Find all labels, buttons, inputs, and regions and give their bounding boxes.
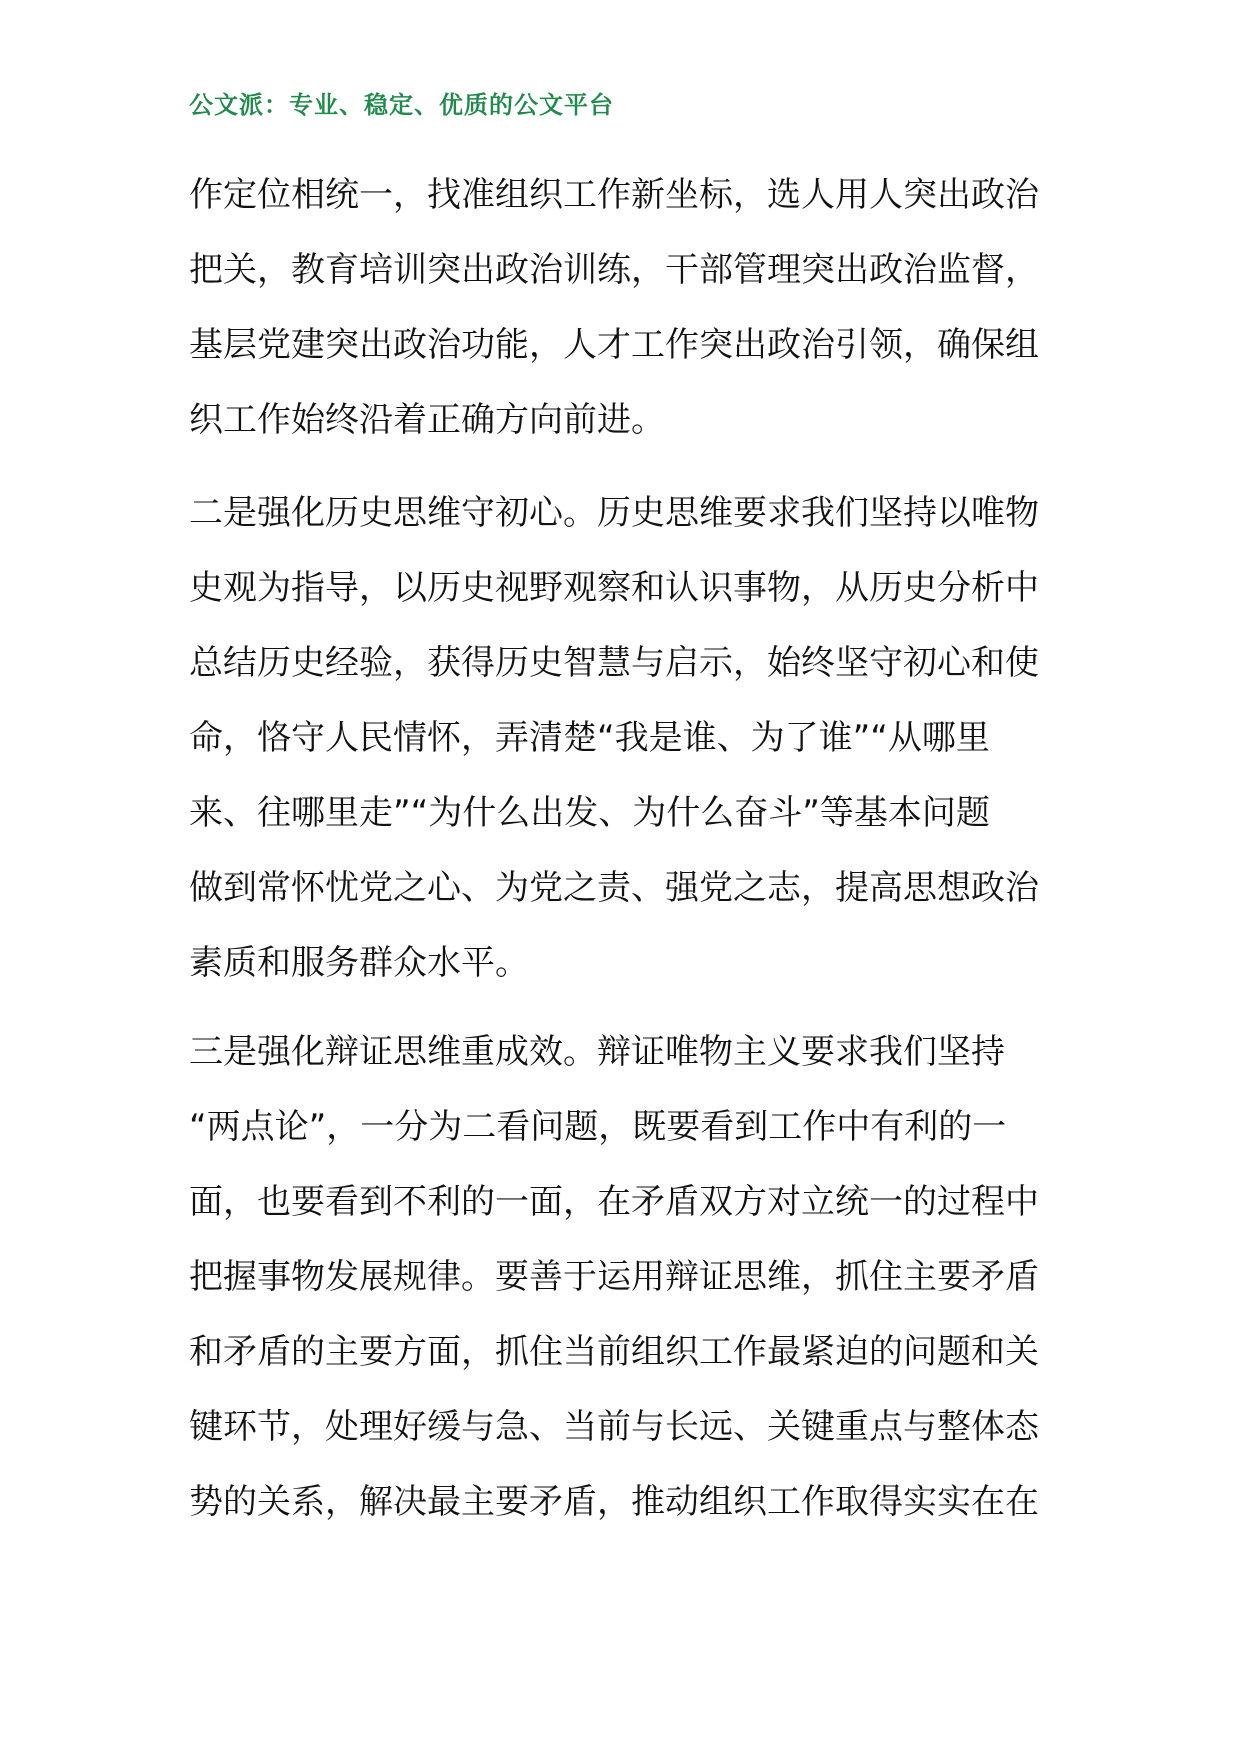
paragraph-line: 史观为指导，以历史视野观察和认识事物，从历史分析中 <box>189 568 1039 608</box>
paragraph-line: 二是强化历史思维守初心。历史思维要求我们坚持以唯物 <box>189 493 1039 533</box>
paragraph-line: 来、往哪里走”“为什么出发、为什么奋斗”等基本问题 <box>189 793 990 833</box>
paragraph-3 <box>189 1015 1059 1540</box>
paragraph-line: 织工作始终沿着正确方向前进。 <box>189 400 665 440</box>
paragraph-line: 把握事物发展规律。要善于运用辩证思维，抓住主要矛盾 <box>189 1257 1039 1297</box>
paragraph-line: 和矛盾的主要方面，抓住当前组织工作最紧迫的问题和关 <box>189 1332 1039 1372</box>
paragraph-1 <box>189 158 1059 458</box>
paragraph-line: 把关，教育培训突出政治训练，干部管理突出政治监督， <box>189 250 1039 290</box>
paragraph-line: “两点论”，一分为二看问题，既要看到工作中有利的一 <box>189 1107 1007 1147</box>
paragraph-2 <box>189 476 1059 1001</box>
paragraph-line: 基层党建突出政治功能，人才工作突出政治引领，确保组 <box>189 325 1039 365</box>
site-header: 公文派：专业、稳定、优质的公文平台 <box>189 91 614 119</box>
paragraph-line: 键环节，处理好缓与急、当前与长远、关键重点与整体态 <box>189 1407 1039 1447</box>
paragraph-line: 素质和服务群众水平。 <box>189 943 529 983</box>
paragraph-line: 三是强化辩证思维重成效。辩证唯物主义要求我们坚持 <box>189 1032 1005 1072</box>
paragraph-line: 势的关系，解决最主要矛盾，推动组织工作取得实实在在 <box>189 1482 1039 1522</box>
paragraph-line: 总结历史经验，获得历史智慧与启示，始终坚守初心和使 <box>189 643 1039 683</box>
paragraph-line: 面，也要看到不利的一面，在矛盾双方对立统一的过程中 <box>189 1182 1039 1222</box>
paragraph-line: 作定位相统一，找准组织工作新坐标，选人用人突出政治 <box>189 175 1039 215</box>
paragraph-line: 命，恪守人民情怀，弄清楚“我是谁、为了谁”“从哪里 <box>189 718 990 758</box>
paragraph-line: 做到常怀忧党之心、为党之责、强党之志，提高思想政治 <box>189 868 1039 908</box>
